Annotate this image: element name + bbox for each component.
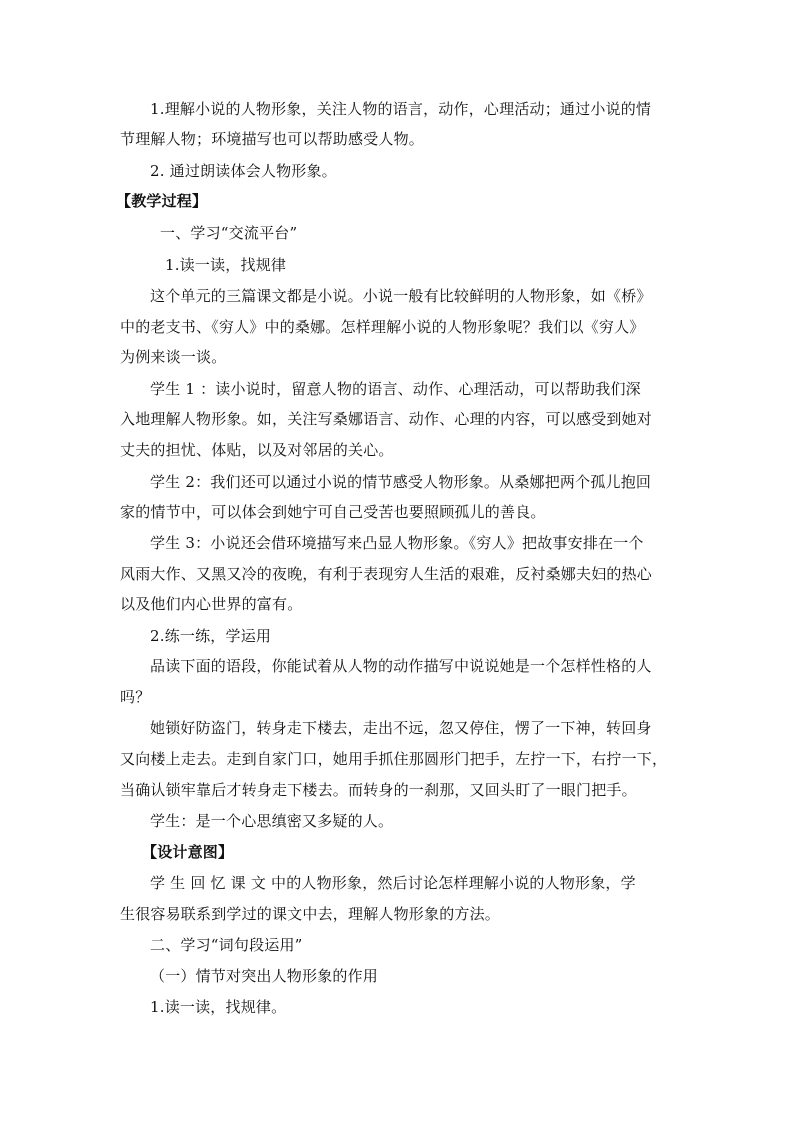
objective-line-1: 1.理解小说的人物形象，关注人物的语言，动作，心理活动；通过小说的情 <box>150 100 652 118</box>
student-answer: 学生：是一个心思缜密又多疑的人。 <box>150 812 394 830</box>
student3-line: 风雨大作、又黑又冷的夜晚，有利于表现穷人生活的艰难，反衬桑娜夫妇的热心 <box>120 565 653 583</box>
student2-line: 学生 2：我们还可以通过小说的情节感受人物形象。从桑娜把两个孤儿抱回 <box>150 473 652 491</box>
section2-sub-title: （一）情节对突出人物形象的作用 <box>150 967 379 985</box>
passage-line: 当确认锁牢靠后才转身走下楼去。而转身的一刹那，又回头盯了一眼门把手。 <box>120 781 637 799</box>
passage-line: 她锁好防盗门，转身走下楼去，走出不远，忽又停住，愣了一下神，转回身 <box>150 719 652 737</box>
intro-line: 为例来谈一谈。 <box>120 348 227 366</box>
student2-line: 家的情节中，可以体会到她宁可自己受苦也要照顾孤儿的善良。 <box>120 503 546 521</box>
design-line: 学 生 回 忆 课 文 中的人物形象，然后讨论怎样理解小说的人物形象，学 <box>150 874 636 892</box>
student1-line: 入地理解人物形象。如，关注写桑娜语言、动作、心理的内容，可以感受到她对 <box>120 410 653 428</box>
section2-title: 二、学习“词句段运用” <box>150 936 303 954</box>
step1-title: 1.读一读，找规律 <box>165 256 287 274</box>
design-heading: 【设计意图】 <box>142 843 234 861</box>
objective-line-3: 2. 通过朗读体会人物形象。 <box>150 162 337 180</box>
student3-line: 学生 3：小说还会借环境描写来凸显人物形象。《穷人》把故事安排在一个 <box>150 534 644 552</box>
intro-line: 中的老支书、《穷人》中的桑娜。怎样理解小说的人物形象呢？我们以《穷人》 <box>120 318 645 336</box>
step2-title: 2.练一练，学运用 <box>150 627 272 645</box>
section1-title: 一、学习“交流平台” <box>160 224 298 242</box>
section2-step1-title: 1.读一读，找规律。 <box>150 998 287 1016</box>
passage-line: 又向楼上走去。走到自家门口，她用手抓住那圆形门把手，左拧一下，右拧一下， <box>120 750 668 768</box>
student3-line: 以及他们内心世界的富有。 <box>120 595 303 613</box>
prompt-line: 品读下面的语段，你能试着从人物的动作描写中说说她是一个怎样性格的人 <box>150 657 652 675</box>
design-line: 生很容易联系到学过的课文中去，理解人物形象的方法。 <box>120 905 501 923</box>
student1-line: 丈夫的担忧、体贴，以及对邻居的关心。 <box>120 441 394 459</box>
student1-line: 学生 1 ：读小说时，留意人物的语言、动作、心理活动，可以帮助我们深 <box>150 380 641 398</box>
objective-line-2: 节理解人物；环境描写也可以帮助感受人物。 <box>120 130 425 148</box>
prompt-line: 吗？ <box>120 688 151 706</box>
process-heading: 【教学过程】 <box>116 192 208 210</box>
intro-line: 这个单元的三篇课文都是小说。小说一般有比较鲜明的人物形象，如《桥》 <box>150 287 652 305</box>
